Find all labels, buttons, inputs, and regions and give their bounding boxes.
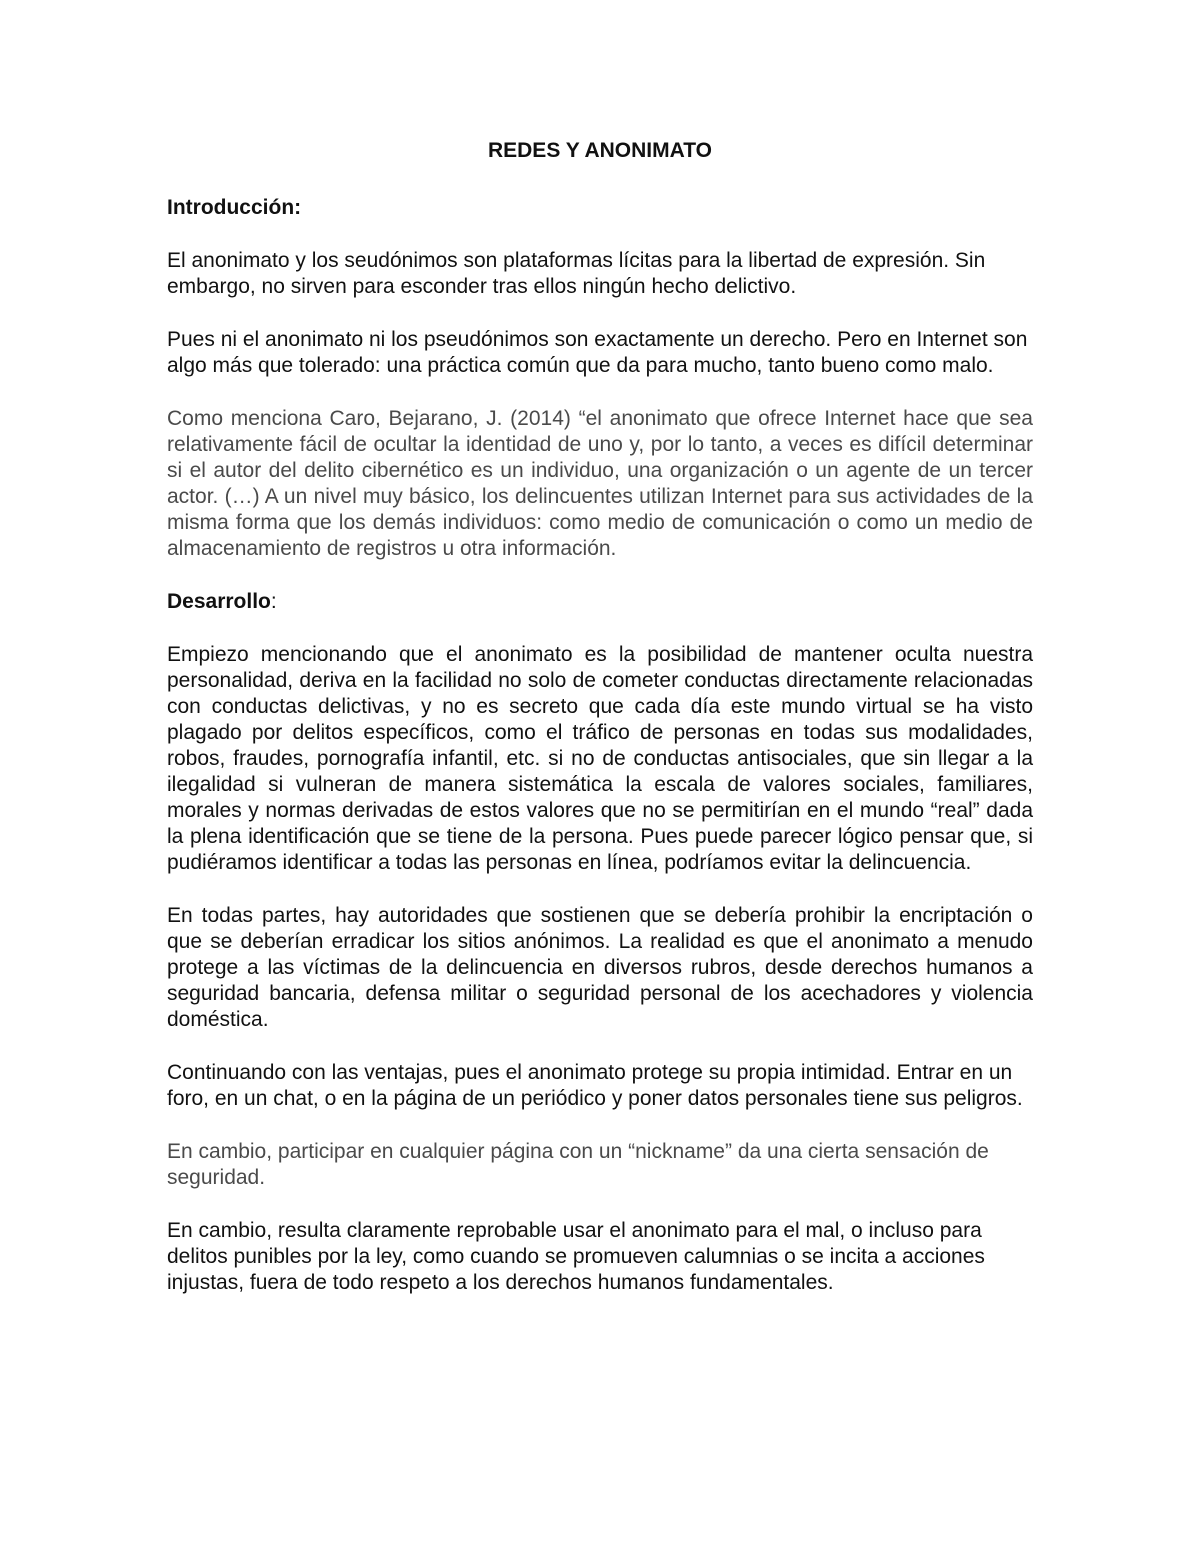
development-paragraph-2: En todas partes, hay autoridades que sostienen que se debería prohibir la encriptación o que se deberían erradicar los sitios anónimos. La realidad es que el anonimato a menudo protege a las víctimas de la delincuencia en diversos rubros, desde derechos humanos a seguridad bancaria, defensa militar o seguridad personal de los acechadores y violencia doméstica. (167, 904, 1033, 1031)
development-paragraph-4: En cambio, participar en cualquier página con un “nickname” da una cierta sensación de seguridad. (167, 1140, 989, 1189)
development-heading (167, 589, 1033, 615)
development-heading-colon: : (270, 590, 277, 613)
development-paragraph-5: En cambio, resulta claramente reprobable usar el anonimato para el mal, o incluso para delitos punibles por la ley, como cuando se promueven calumnias o se incita a acciones injustas, fuera de todo respeto a los derechos humanos fundamentales. (167, 1219, 985, 1294)
document-title: REDES Y ANONIMATO (487, 139, 713, 162)
document-body (167, 138, 1033, 1323)
development-heading-text: Desarrollo (167, 590, 271, 613)
intro-quote-paragraph: Como menciona Caro, Bejarano, J. (2014) “el anonimato que ofrece Internet hace que sea relativamente fácil de ocultar la identidad de uno y, por lo tanto, a veces es difícil determinar si el autor del delito cibernético es un individuo, una organización o un agente de un tercer actor. (…) A un nivel muy básico, los delincuentes utilizan Internet para sus actividades de la misma forma que los demás individuos: como medio de comunicación o como un medio de almacenamiento de registros u otra información. (167, 407, 1033, 560)
development-paragraph-1: Empiezo mencionando que el anonimato es la posibilidad de mantener oculta nuestra personalidad, deriva en la facilidad no solo de cometer conductas directamente relacionadas con conductas delictivas, y no es secreto que cada día este mundo virtual se ha visto plagado por delitos específicos, como el tráfico de personas en todas sus modalidades, robos, fraudes, pornografía infantil, etc. si no de conductas antisociales, que sin llegar a la ilegalidad si vulneran de manera sistemática la escala de valores sociales, familiares, morales y normas derivadas de estos valores que no se permitirían en el mundo “real” dada la plena identificación que se tiene de la persona. Pues puede parecer lógico pensar que, si pudiéramos identificar a todas las personas en línea, podríamos evitar la delincuencia. (167, 643, 1033, 874)
development-paragraph-3: Continuando con las ventajas, pues el anonimato protege su propia intimidad. Entrar en un foro, en un chat, o en la página de un periódico y poner datos personales tiene sus peligros. (167, 1061, 1023, 1110)
intro-heading: Introducción: (167, 196, 302, 219)
intro-paragraph-2: Pues ni el anonimato ni los pseudónimos son exactamente un derecho. Pero en Internet son algo más que tolerado: una práctica común que da para mucho, tanto bueno como malo. (167, 328, 1028, 377)
intro-paragraph-1: El anonimato y los seudónimos son plataformas lícitas para la libertad de expresión. Sin embargo, no sirven para esconder tras ellos ningún hecho delictivo. (167, 249, 986, 298)
